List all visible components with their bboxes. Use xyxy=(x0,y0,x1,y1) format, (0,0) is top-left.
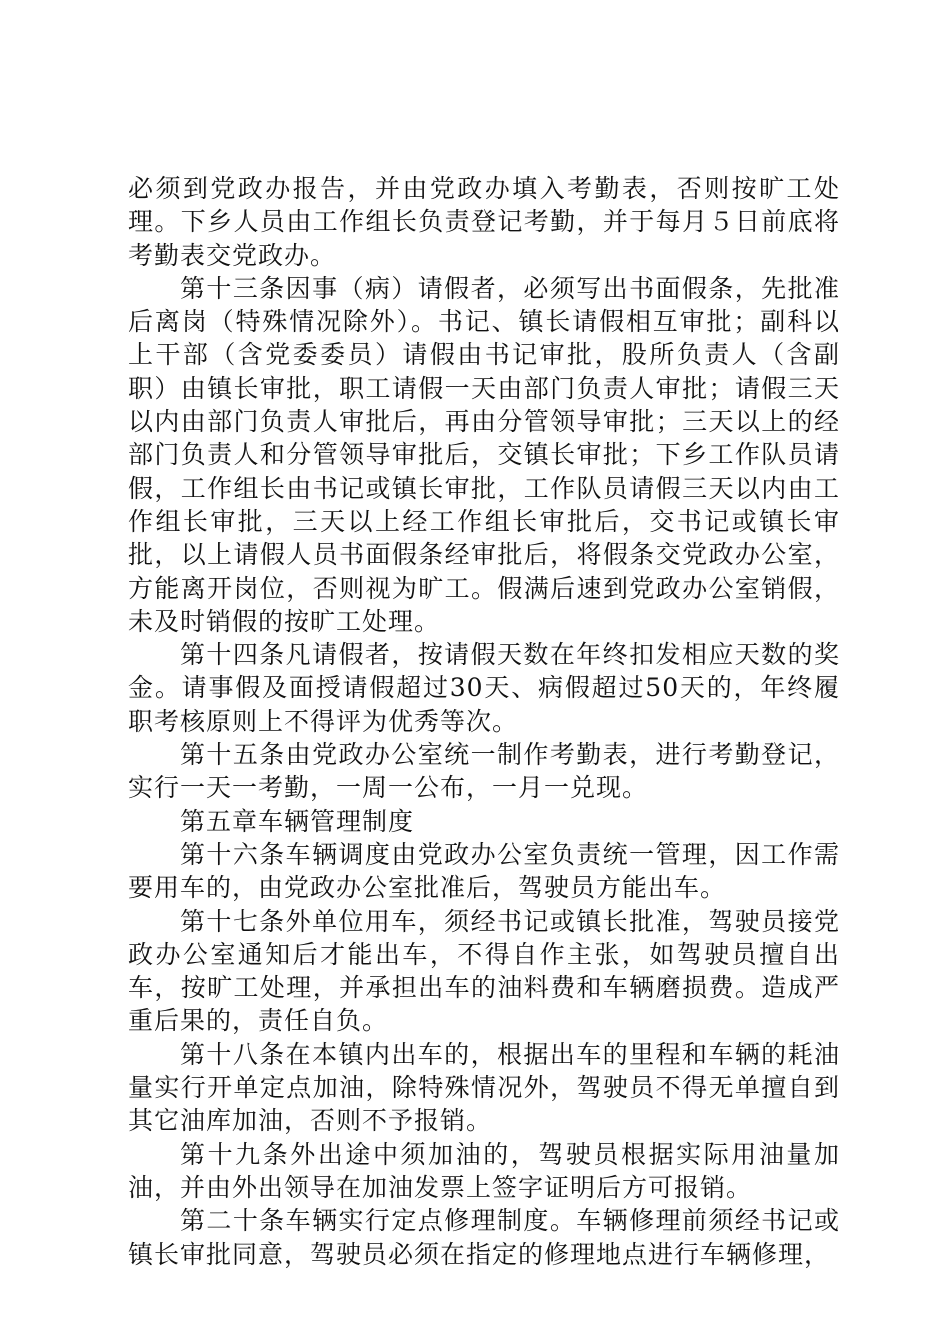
paragraph-article-16: 第十六条车辆调度由党政办公室负责统一管理，因工作需要用车的，由党政办公室批准后，驾驶员方能出车。 xyxy=(128,839,840,903)
paragraph-continuation: 必须到党政办报告，并由党政办填入考勤表，否则按旷工处理。下乡人员由工作组长负责登记考勤，并于每月５日前底将考勤表交党政办。 xyxy=(128,174,840,270)
paragraph-article-20: 第二十条车辆实行定点修理制度。车辆修理前须经书记或镇长审批同意，驾驶员必须在指定的修理地点进行车辆修理， xyxy=(128,1206,840,1269)
paragraph-article-14: 第十四条凡请假者，按请假天数在年终扣发相应天数的奖金。请事假及面授请假超过30天、病假超过50天的，年终履职考核原则上不得评为优秀等次。 xyxy=(128,640,840,736)
paragraph-article-13: 第十三条因事（病）请假者，必须写出书面假条，先批准后离岗（特殊情况除外）。书记、镇长请假相互审批；副科以上干部（含党委委员）请假由书记审批，股所负责人（含副职）由镇长审批，职工请假一天由部门负责人审批；请假三天以内由部门负责人审批后，再由分管领导审批；三天以上的经部门负责人和分管领导审批后，交镇长审批；下乡工作队员请假，工作组长由书记或镇长审批，工作队员请假三天以内由工作组长审批，三天以上经工作组长审批后，交书记或镇长审批，以上请假人员书面假条经审批后，将假条交党政办公室，方能离开岗位，否则视为旷工。假满后速到党政办公室销假，未及时销假的按旷工处理。 xyxy=(128,273,840,636)
paragraph-article-18: 第十八条在本镇内出车的，根据出车的里程和车辆的耗油量实行开单定点加油，除特殊情况外，驾驶员不得无单擅自到其它油库加油，否则不予报销。 xyxy=(128,1039,840,1136)
paragraph-article-19: 第十九条外出途中须加油的，驾驶员根据实际用油量加油，并由外出领导在加油发票上签字证明后方可报销。 xyxy=(128,1139,840,1202)
document-body xyxy=(128,172,840,1271)
chapter-heading: 第五章车辆管理制度 xyxy=(180,806,415,836)
paragraph-article-17: 第十七条外单位用车，须经书记或镇长批准，驾驶员接党政办公室通知后才能出车，不得自作主张，如驾驶员擅自出车，按旷工处理，并承担出车的油料费和车辆磨损费。造成严重后果的，责任自负。 xyxy=(128,906,840,1036)
paragraph-article-15: 第十五条由党政办公室统一制作考勤表，进行考勤登记，实行一天一考勤，一周一公布，一月一兑现。 xyxy=(128,740,840,803)
